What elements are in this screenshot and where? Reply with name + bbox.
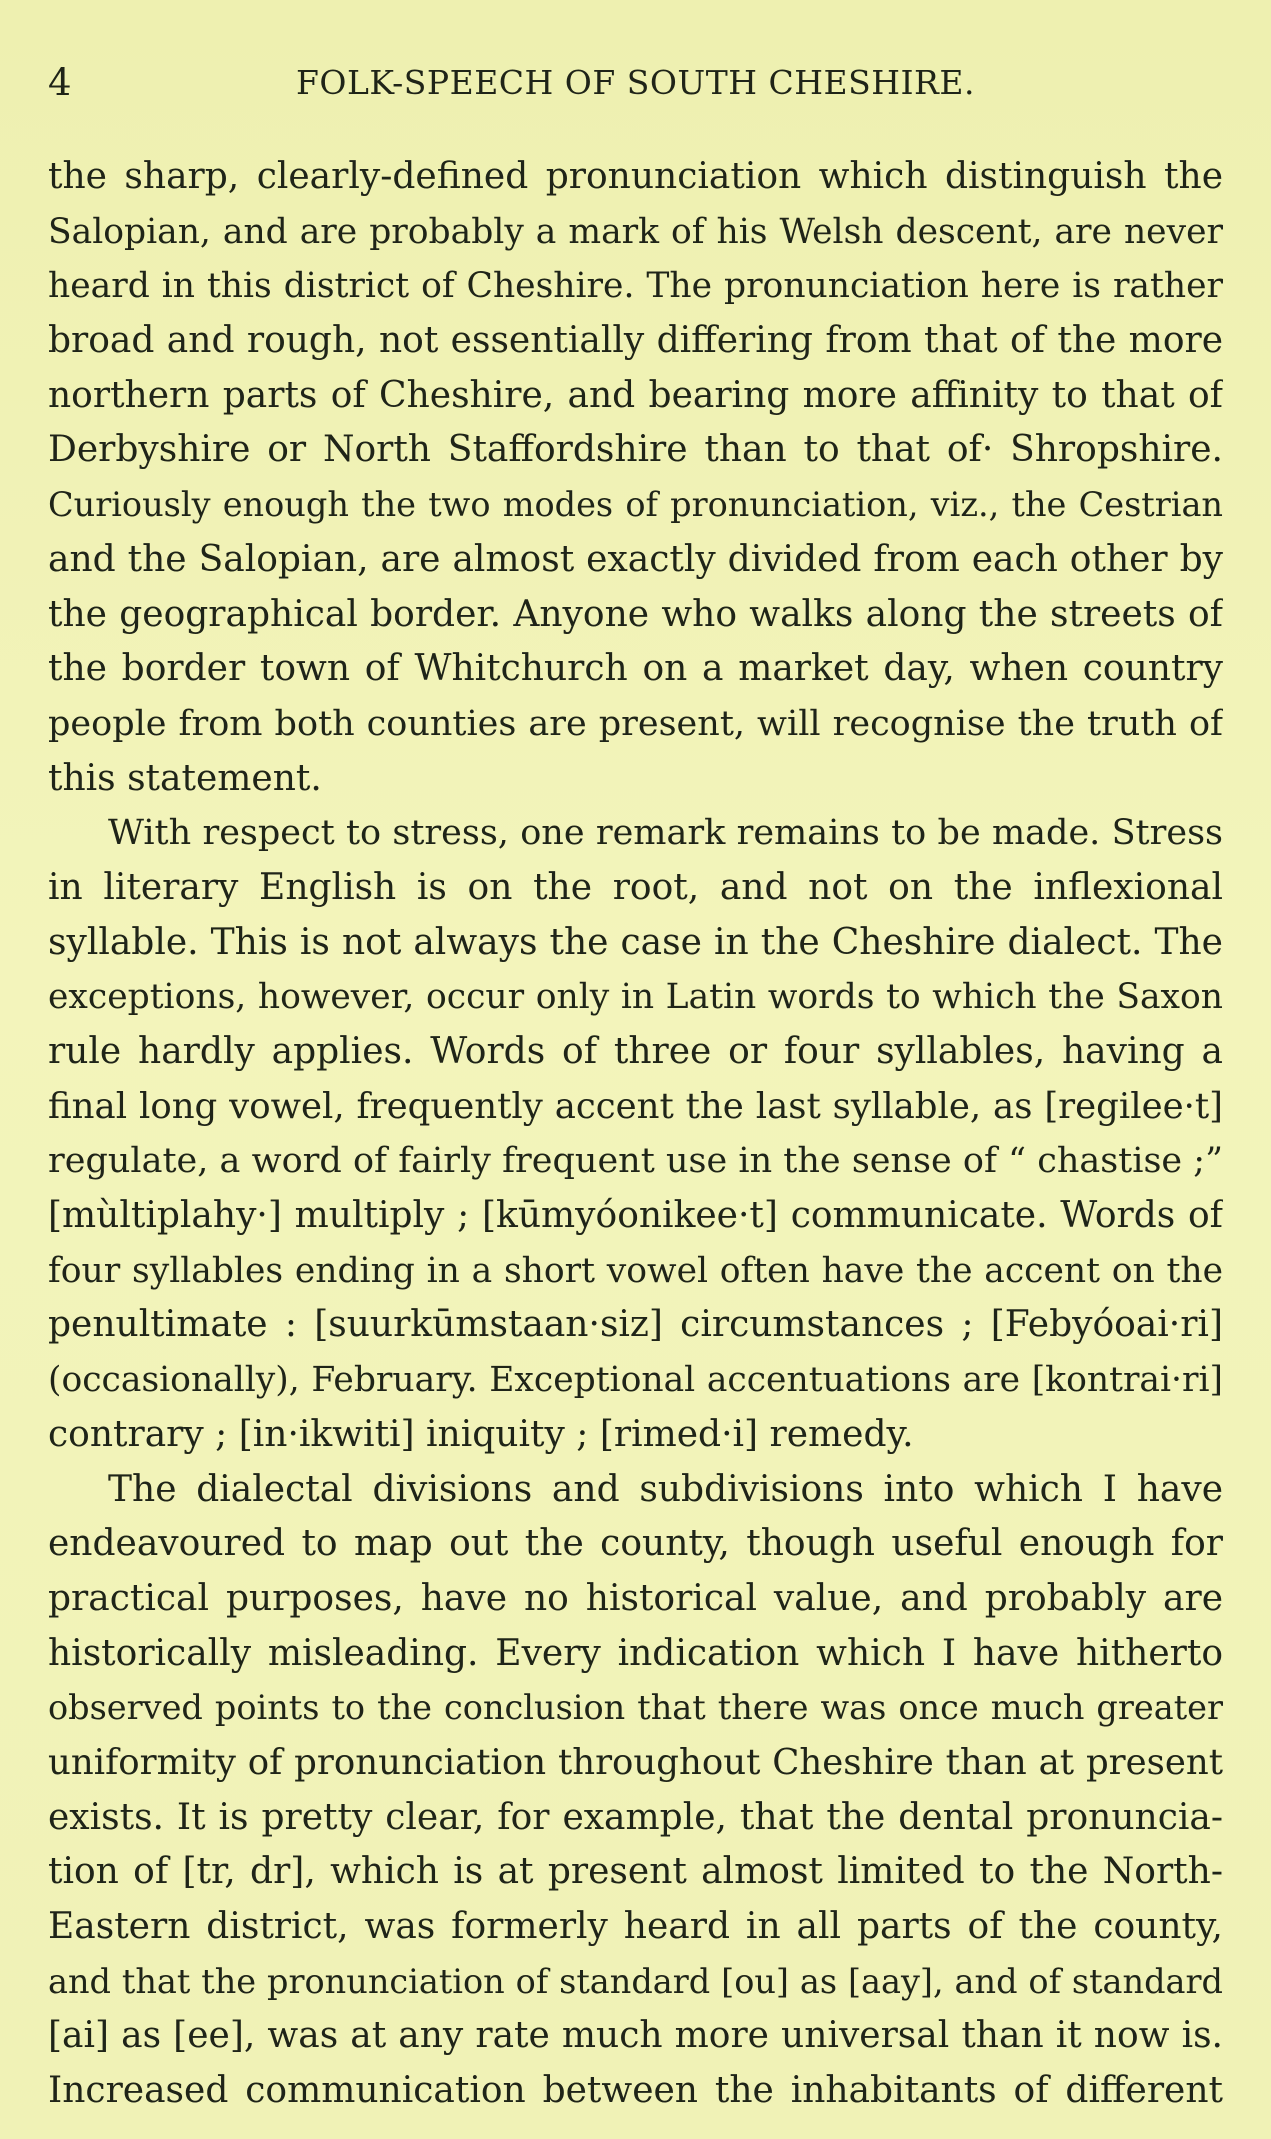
- text-line: penultimate : [suurkūmstaan·siz] circumstances ; [Febyóoai·ri]: [48, 1304, 1223, 1346]
- paragraph: [48, 1463, 1223, 2119]
- text-line: people from both counties are present, will recognise the truth of: [48, 703, 1223, 744]
- text-line: four syllables ending in a short vowel often have the accent on the: [48, 1250, 1223, 1291]
- text-line: broad and rough, not essentially differing from that of the more: [48, 320, 1223, 362]
- text-line: and that the pronunciation of standard [ou] as [aay], and of standard: [48, 1961, 1223, 2001]
- text-line: With respect to stress, one remark remains to be made. Stress: [108, 813, 1223, 854]
- text-line: Curiously enough the two modes of pronunciation, viz., the Cestrian: [48, 485, 1223, 525]
- text-line: The dialectal divisions and subdivisions into which I have: [108, 1468, 1223, 1510]
- paragraph: [48, 806, 1223, 1462]
- text-line: final long vowel, frequently accent the last syllable, as [regilee·t]: [48, 1085, 1223, 1127]
- text-line: exists. It is pretty clear, for example, that the dental pronuncia-: [48, 1796, 1223, 1838]
- text-line: Increased communication between the inhabitants of different: [48, 2070, 1223, 2112]
- text-line: practical purposes, have no historical value, and probably are: [48, 1577, 1223, 1619]
- text-line: Derbyshire or North Staffordshire than to that of· Shropshire.: [48, 429, 1223, 471]
- text-line: in literary English is on the root, and not on the inflexional: [48, 866, 1223, 908]
- text-line: historically misleading. Every indication which I have hitherto: [48, 1632, 1223, 1674]
- text-line: the geographical border. Anyone who walks along the streets of: [48, 593, 1223, 635]
- text-line: tion of [tr, dr], which is at present almost limited to the North-: [48, 1851, 1223, 1893]
- text-line: (occasionally), February. Exceptional accentuations are [kontrai·ri]: [48, 1360, 1223, 1401]
- paragraph: [48, 150, 1223, 806]
- text-line: observed points to the conclusion that there was once much greater: [48, 1688, 1223, 1728]
- text-line: exceptions, however, occur only in Latin words to which the Saxon: [48, 977, 1223, 1018]
- text-line: this statement.: [48, 757, 322, 799]
- text-line: syllable. This is not always the case in the Cheshire dialect. The: [48, 921, 1223, 963]
- text-line: heard in this district of Cheshire. The pronunciation here is rather: [48, 266, 1223, 307]
- text-line: [mùltiplahy·] multiply ; [kūmyóonikee·t] communicate. Words of: [48, 1195, 1223, 1237]
- text-line: the border town of Whitchurch on a market day, when country: [48, 648, 1223, 690]
- body-text: [48, 150, 1223, 2119]
- running-title: FOLK-SPEECH OF SOUTH CHESHIRE.: [296, 63, 975, 102]
- text-line: Salopian, and are probably a mark of his Welsh descent, are never: [48, 211, 1223, 252]
- text-line: and the Salopian, are almost exactly divided from each other by: [48, 538, 1223, 580]
- page-header: [48, 58, 1223, 108]
- text-line: [ai] as [ee], was at any rate much more universal than it now is.: [48, 2015, 1223, 2057]
- text-line: the sharp, clearly-defined pronunciation which distinguish the: [48, 156, 1223, 197]
- text-line: endeavoured to map out the county, though useful enough for: [48, 1523, 1223, 1565]
- text-line: northern parts of Cheshire, and bearing more affinity to that of: [48, 374, 1223, 416]
- text-line: rule hardly applies. Words of three or four syllables, having a: [48, 1031, 1223, 1072]
- page-number: 4: [48, 61, 72, 104]
- text-line: contrary ; [in·ikwiti] iniquity ; [rimed·i] remedy.: [48, 1413, 914, 1455]
- text-line: uniformity of pronunciation throughout Cheshire than at present: [48, 1741, 1223, 1783]
- text-line: Eastern district, was formerly heard in all parts of the county,: [48, 1906, 1223, 1947]
- text-line: regulate, a word of fairly frequent use in the sense of “ chastise ;”: [48, 1141, 1223, 1182]
